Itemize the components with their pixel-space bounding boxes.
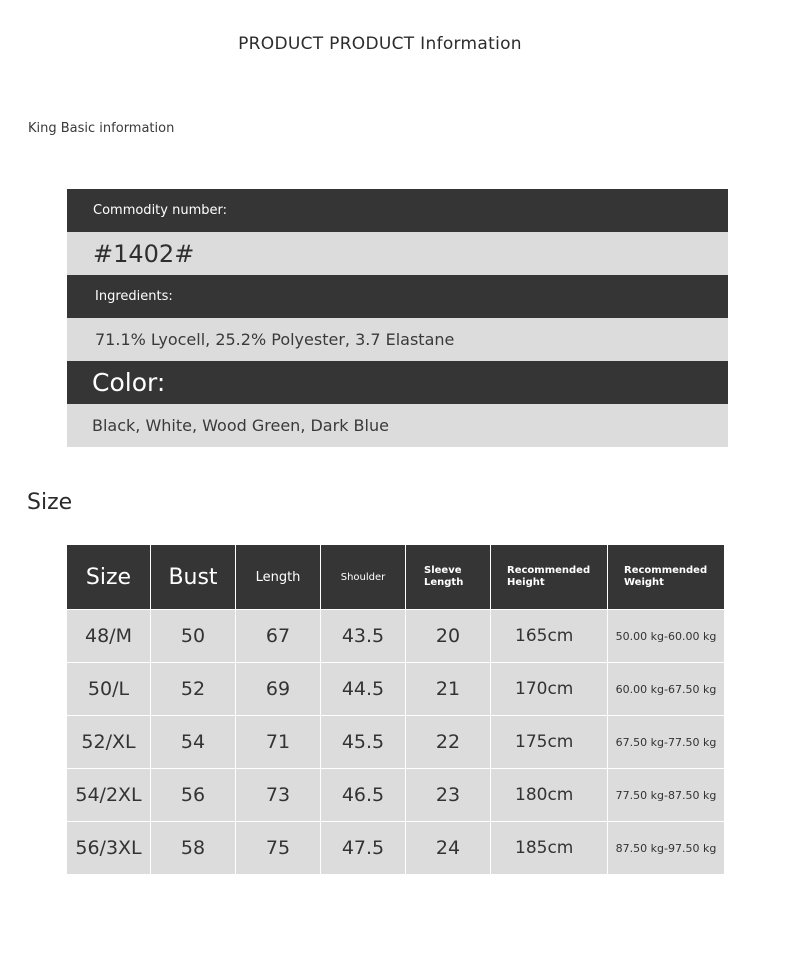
cell-shoulder: 44.5 <box>321 663 406 716</box>
ingredients-value-row <box>67 318 728 361</box>
color-label-row <box>67 361 728 404</box>
cell-sleeve: 24 <box>406 822 491 875</box>
cell-length: 73 <box>236 769 321 822</box>
cell-weight: 60.00 kg-67.50 kg <box>608 663 725 716</box>
cell-height: 170cm <box>491 663 608 716</box>
cell-shoulder: 46.5 <box>321 769 406 822</box>
header-recommended-height <box>491 545 608 610</box>
cell-shoulder: 43.5 <box>321 610 406 663</box>
cell-size: 56/3XL <box>67 822 151 875</box>
cell-bust: 54 <box>151 716 236 769</box>
cell-bust: 52 <box>151 663 236 716</box>
size-heading: Size <box>27 490 73 515</box>
table-row <box>67 822 725 875</box>
cell-sleeve: 20 <box>406 610 491 663</box>
header-sleeve-length <box>406 545 491 610</box>
color-label: Color: <box>92 368 166 397</box>
header-bust: Bust <box>151 545 236 610</box>
header-sleeve-line1: Sleeve <box>424 565 462 576</box>
ingredients-label: Ingredients: <box>95 289 173 304</box>
header-weight-line1: Recommended <box>624 565 708 576</box>
cell-length: 69 <box>236 663 321 716</box>
table-row <box>67 663 725 716</box>
table-row <box>67 610 725 663</box>
cell-length: 75 <box>236 822 321 875</box>
header-length: Length <box>236 545 321 610</box>
cell-size: 48/M <box>67 610 151 663</box>
cell-weight: 87.50 kg-97.50 kg <box>608 822 725 875</box>
header-shoulder: Shoulder <box>321 545 406 610</box>
cell-height: 165cm <box>491 610 608 663</box>
commodity-label: Commodity number: <box>93 203 227 218</box>
cell-bust: 50 <box>151 610 236 663</box>
cell-size: 50/L <box>67 663 151 716</box>
basic-info-table <box>67 189 728 447</box>
cell-weight: 67.50 kg-77.50 kg <box>608 716 725 769</box>
color-value-row <box>67 404 728 447</box>
ingredients-value: 71.1% Lyocell, 25.2% Polyester, 3.7 Elastane <box>95 330 455 349</box>
cell-sleeve: 21 <box>406 663 491 716</box>
cell-length: 67 <box>236 610 321 663</box>
cell-shoulder: 47.5 <box>321 822 406 875</box>
cell-bust: 56 <box>151 769 236 822</box>
cell-bust: 58 <box>151 822 236 875</box>
header-height-line1: Recommended <box>507 565 591 576</box>
commodity-value: #1402# <box>93 239 195 268</box>
commodity-value-row <box>67 232 728 275</box>
cell-weight: 77.50 kg-87.50 kg <box>608 769 725 822</box>
table-row <box>67 769 725 822</box>
size-table-header-row <box>67 545 725 610</box>
commodity-label-row <box>67 189 728 232</box>
basic-info-label: King Basic information <box>28 121 175 136</box>
cell-height: 185cm <box>491 822 608 875</box>
ingredients-label-row <box>67 275 728 318</box>
header-weight-line2: Weight <box>624 577 664 588</box>
cell-sleeve: 22 <box>406 716 491 769</box>
cell-sleeve: 23 <box>406 769 491 822</box>
header-size: Size <box>67 545 151 610</box>
cell-height: 175cm <box>491 716 608 769</box>
cell-shoulder: 45.5 <box>321 716 406 769</box>
page-title: PRODUCT PRODUCT Information <box>238 34 522 54</box>
cell-size: 52/XL <box>67 716 151 769</box>
size-table <box>66 544 725 875</box>
cell-length: 71 <box>236 716 321 769</box>
cell-height: 180cm <box>491 769 608 822</box>
cell-weight: 50.00 kg-60.00 kg <box>608 610 725 663</box>
cell-size: 54/2XL <box>67 769 151 822</box>
color-value: Black, White, Wood Green, Dark Blue <box>92 416 389 435</box>
header-sleeve-line2: Length <box>424 577 464 588</box>
header-recommended-weight <box>608 545 725 610</box>
header-height-line2: Height <box>507 577 545 588</box>
table-row <box>67 716 725 769</box>
